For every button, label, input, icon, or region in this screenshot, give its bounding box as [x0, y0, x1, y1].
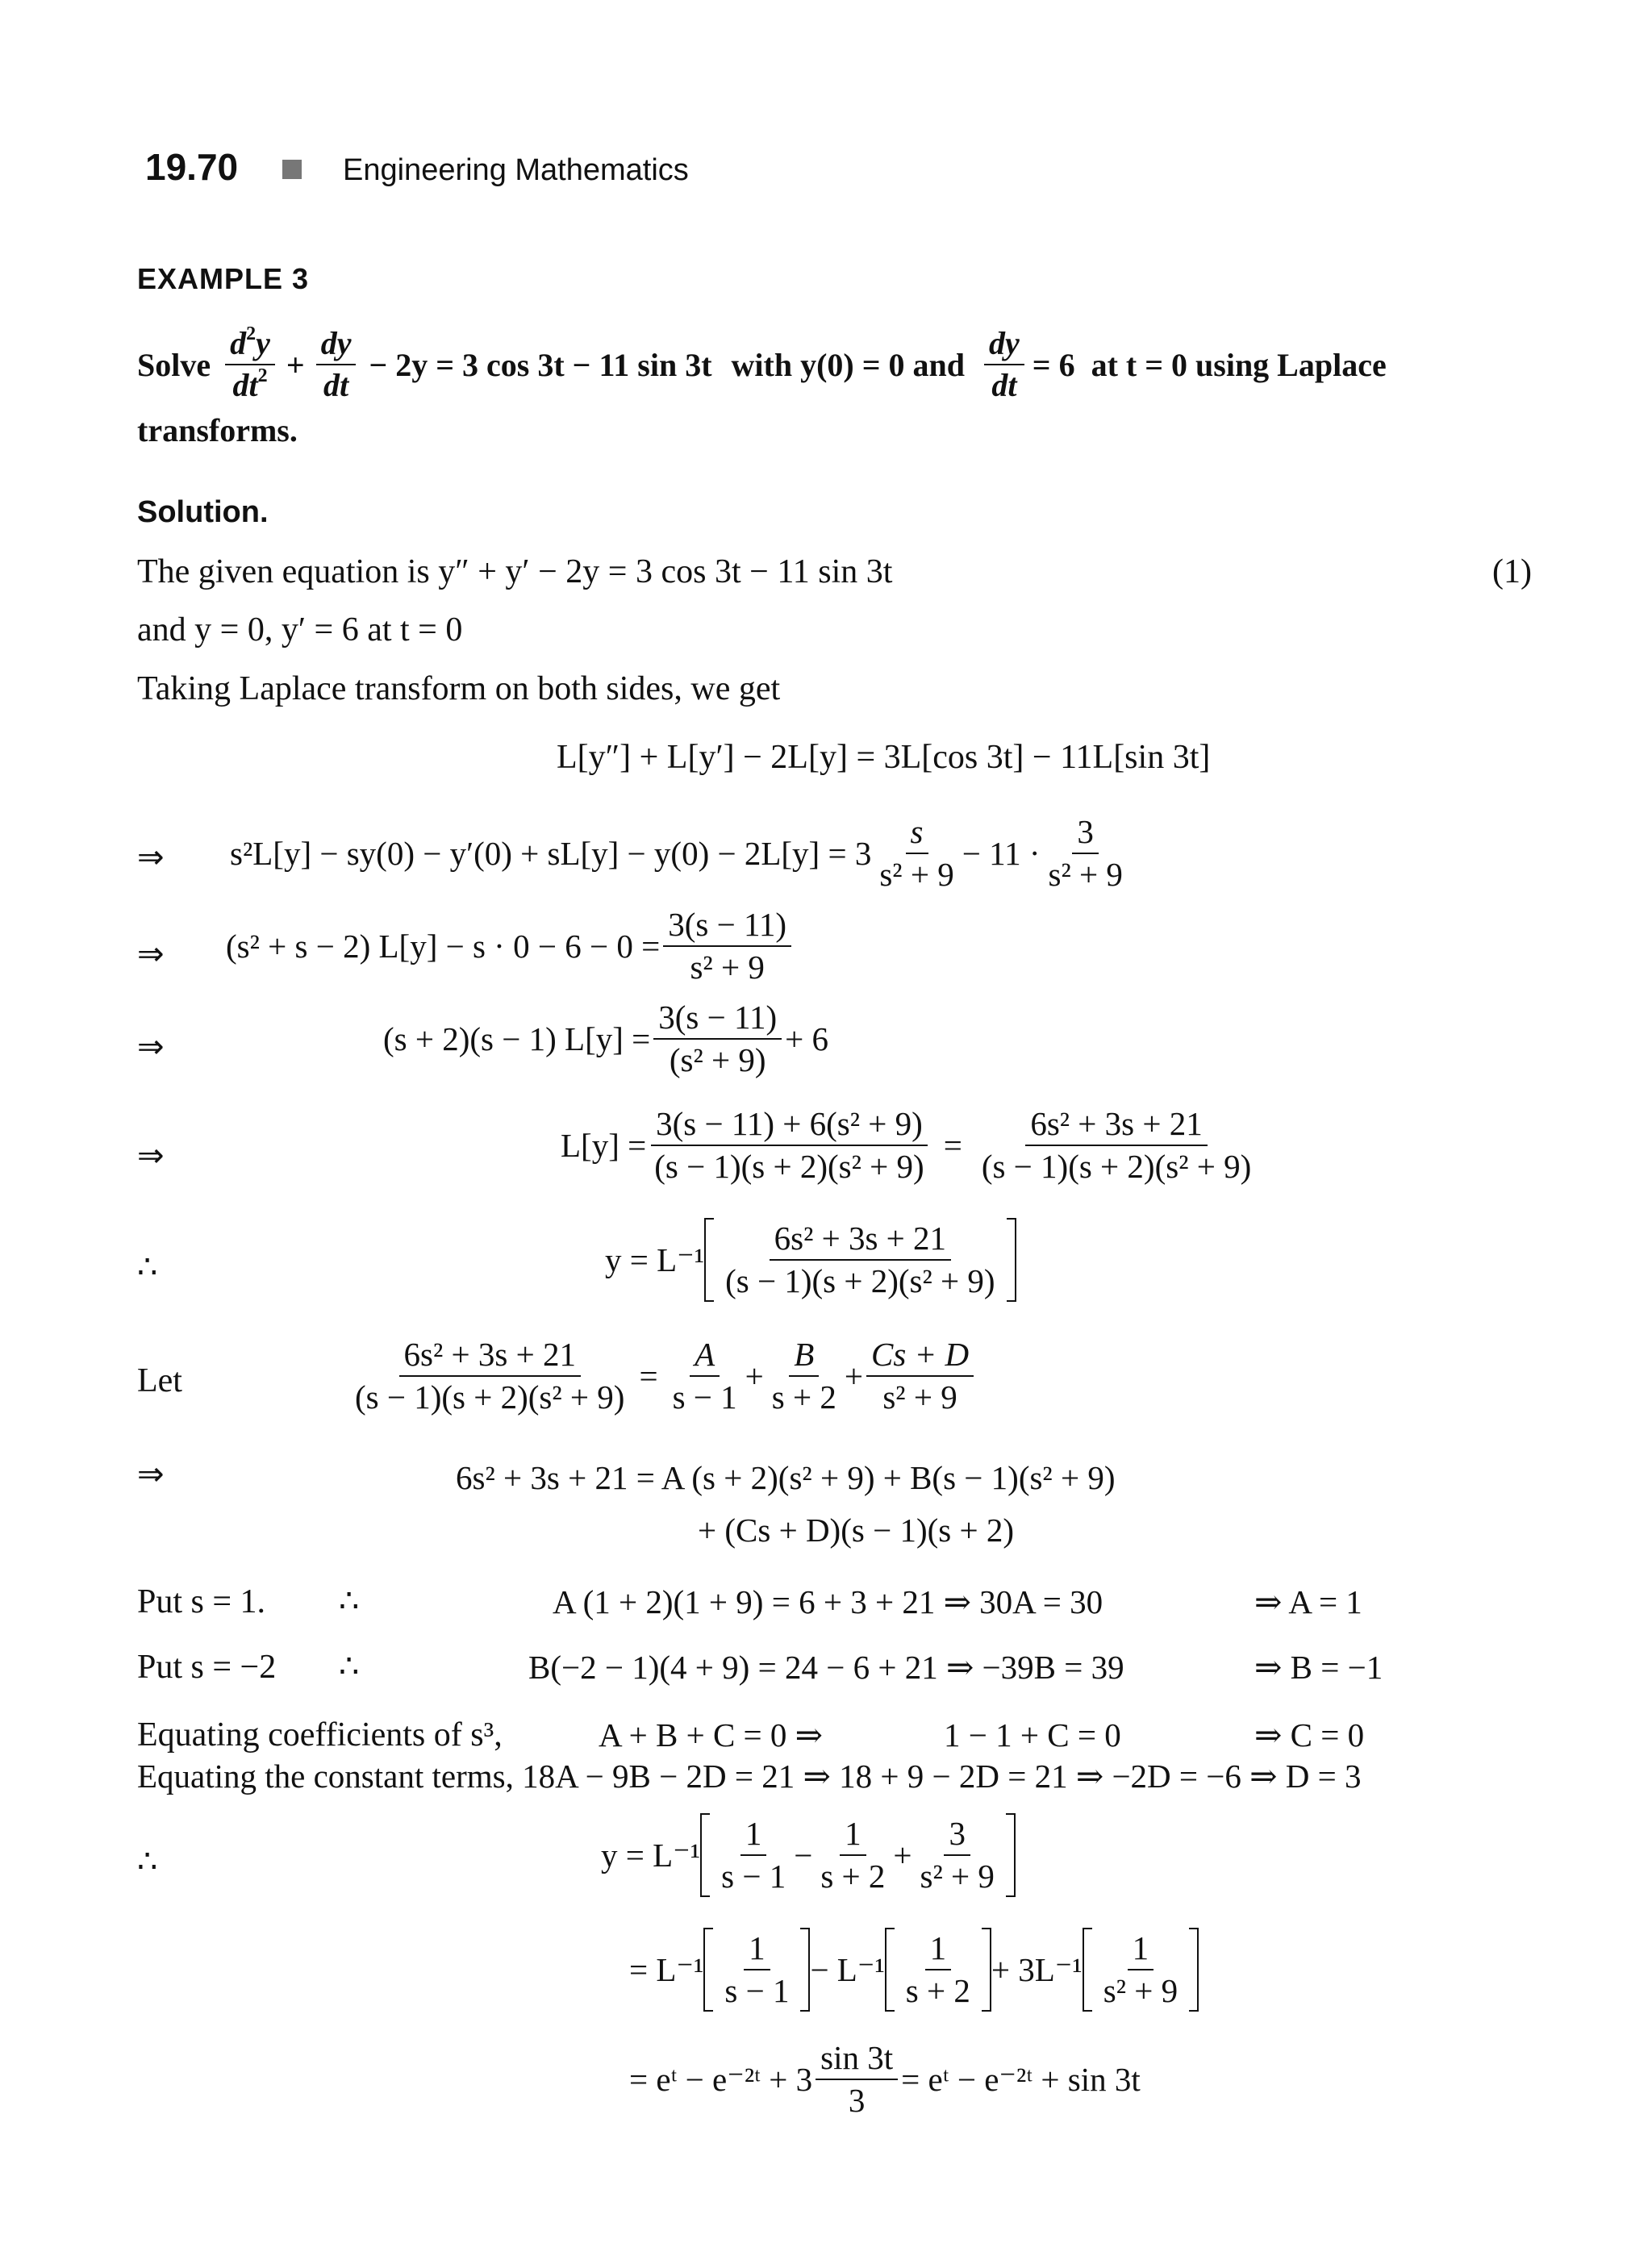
let-label: Let: [137, 1362, 182, 1399]
step-3: [383, 1000, 828, 1078]
step-5: [605, 1218, 1016, 1302]
coefficients-equation-2: 1 − 1 + C = 0: [944, 1716, 1121, 1754]
solve-word: Solve: [137, 346, 211, 383]
problem-at-text: at t = 0 using Laplace: [1091, 346, 1387, 383]
implies-symbol: ⇒: [137, 936, 165, 973]
step2-frac: $\frac{3(s - 11)}{\text{s² + 9}}$: [663, 907, 791, 985]
step5-frac: $\frac{\text{6s² + 3s + 21}}{\text{(s − 1)(s + 2)(s² + 9)}}$: [725, 1220, 995, 1300]
final2-bracket-1: $\frac{1}{s - 1}$: [703, 1928, 810, 2012]
step1-frac-2: $\frac{3}{\text{s² + 9}}$: [1048, 813, 1123, 894]
expansion-line-2: + (Cs + D)(s − 1)(s + 2): [698, 1512, 1014, 1549]
let-frac-B: $\frac{B}{s + 2}$: [771, 1336, 836, 1416]
final1-brackets: $\frac{1}{s - 1}$ − $\frac{1}{s + 2}$ + $\frac{3}{\text{s² + 9}}$: [700, 1813, 1016, 1897]
therefore-symbol: ∴: [137, 1249, 158, 1286]
step3-tail: + 6: [785, 1020, 828, 1058]
solution-line-2: and y = 0, y′ = 6 at t = 0: [137, 611, 463, 648]
step4-lhs: L[y] =: [561, 1127, 647, 1165]
coefficients-label: Equating coefficients of s³,: [137, 1716, 503, 1754]
header-square-icon: [282, 160, 302, 179]
final-step-3: = eᵗ − e⁻²ᵗ + 3 $\frac{\sin 3t}{3}$ = eᵗ − e⁻²ᵗ + sin 3t: [629, 2039, 1141, 2120]
dt-den: dt: [323, 367, 349, 403]
problem-eq6: = 6: [1032, 346, 1075, 383]
step3-lhs: (s + 2)(s − 1) L[y] =: [383, 1020, 651, 1058]
dy-dt-fraction-2: $\frac{dy}{dt}$: [984, 327, 1024, 402]
step5-lhs: y = L⁻¹: [605, 1241, 705, 1279]
final-step-1: y = L⁻¹ $\frac{1}{s - 1}$ − $\frac{1}{s + 2}$ + $\frac{3}{\text{s² + 9}}$: [601, 1813, 1016, 1897]
step5-brackets: [704, 1218, 1016, 1302]
page-number: 19.70: [145, 146, 239, 188]
step2-lhs: (s² + s − 2) L[y] − s · 0 − 6 − 0 =: [226, 928, 661, 965]
put-s1-label: Put s = 1.: [137, 1583, 266, 1620]
implies-symbol: ⇒: [137, 1137, 165, 1174]
step4-frac-2: $\frac{\text{6s² + 3s + 21}}{\text{(s − 1)(s + 2)(s² + 9)}}$: [981, 1105, 1252, 1186]
final-step-2: = L⁻¹ $\frac{1}{s - 1}$ − L⁻¹ $\frac{1}{s + 2}$ + 3L⁻¹ $\frac{1}{\text{s² + 9}}$: [629, 1928, 1199, 2012]
step1-mid: − 11 ·: [962, 835, 1041, 873]
coefficients-result: ⇒ C = 0: [1254, 1716, 1365, 1754]
step1-frac-1: $\frac{s}{\text{s² + 9}}$: [879, 813, 954, 894]
d2y-num: d: [230, 325, 247, 361]
partial-fractions: $\frac{\text{6s² + 3s + 21}}{\text{(s − 1)(s + 2)(s² + 9)}}$ = $\frac{A}{s - 1}$ + $\frac{B}{s + 2}$ + $\frac{Cs + D}{\text{s² + 9}}$: [347, 1337, 977, 1415]
put-s1-equation: A (1 + 2)(1 + 9) = 6 + 3 + 21 ⇒ 30A = 30: [553, 1583, 1103, 1620]
solution-line-1: The given equation is y″ + y′ − 2y = 3 cos 3t − 11 sin 3t: [137, 553, 893, 590]
dy-dt-fraction: [316, 327, 357, 402]
final2-bracket-3: $\frac{1}{\text{s² + 9}}$: [1083, 1928, 1199, 2012]
final3-frac: $\frac{\sin 3t}{3}$: [816, 2041, 898, 2118]
step1-lhs: s²L[y] − sy(0) − y′(0) + sL[y] − y(0) − 2L[y] = 3: [230, 835, 872, 873]
problem-transforms: transforms.: [137, 412, 298, 448]
step-4: L[y] = $\frac{\text{3(s − 11) + 6(s² + 9)}}{\text{(s − 1)(s + 2)(s² + 9)}}$ = $\frac{\text{6s² + 3s + 21}}{\text{(s − 1)(s + 2)(s² + 9)}}$: [561, 1107, 1259, 1184]
equation-number: (1): [1492, 553, 1532, 590]
therefore-symbol: ∴: [339, 1648, 360, 1685]
constant-terms-line: Equating the constant terms, 18A − 9B − 2D = 21 ⇒ 18 + 9 − 2D = 21 ⇒ −2D = −6 ⇒ D = 3: [137, 1758, 1362, 1795]
therefore-symbol: ∴: [137, 1843, 158, 1880]
transform-equation: L[y″] + L[y′] − 2L[y] = 3L[cos 3t] − 11L[sin 3t]: [557, 739, 1211, 776]
put-s2-equation: B(−2 − 1)(4 + 9) = 24 − 6 + 21 ⇒ −39B = 39: [528, 1649, 1124, 1686]
put-s1-result: ⇒ A = 1: [1254, 1583, 1362, 1620]
problem-conditions: with y(0) = 0 and: [731, 346, 966, 383]
solution-label: Solution.: [137, 495, 269, 529]
book-title: Engineering Mathematics: [343, 153, 689, 187]
coefficients-equation: A + B + C = 0 ⇒: [599, 1716, 824, 1754]
step4-frac-1: $\frac{\text{3(s − 11) + 6(s² + 9)}}{\text{(s − 1)(s + 2)(s² + 9)}}$: [649, 1107, 928, 1184]
step3-frac: $\frac{3(s - 11)}{\text{(s² + 9)}}$: [653, 1000, 782, 1078]
let-frac-main: $\frac{\text{6s² + 3s + 21}}{\text{(s − 1)(s + 2)(s² + 9)}}$: [355, 1336, 625, 1416]
d2y-dt2-fraction: $\frac{d^2y}{dt^2}$: [225, 327, 275, 402]
step-1: [230, 815, 1131, 892]
put-s2-label: Put s = −2: [137, 1649, 277, 1686]
expansion-line-1: 6s² + 3s + 21 = A (s + 2)(s² + 9) + B(s − 1)(s² + 9): [456, 1459, 1116, 1496]
example-label: EXAMPLE 3: [137, 262, 310, 295]
problem-rhs: − 2y = 3 cos 3t − 11 sin 3t: [369, 346, 712, 383]
therefore-symbol: ∴: [339, 1583, 360, 1620]
dy-num: dy: [320, 325, 352, 361]
implies-symbol: ⇒: [137, 1028, 165, 1065]
dt2-den: dt: [232, 367, 258, 403]
let-frac-C: $\frac{Cs + D}{\text{s² + 9}}$: [866, 1337, 974, 1415]
implies-symbol: ⇒: [137, 839, 165, 876]
implies-symbol: ⇒: [137, 1456, 165, 1493]
problem-statement: Solve $\frac{d^2y}{dt^2}$ + $\frac{dy}{dt}$ − 2y = 3 cos 3t − 11 sin 3t with y(0) = 0 and $\frac{dy}{dt}$ = 6 at t = 0 using Laplace: [137, 323, 1387, 403]
step-2: [226, 907, 795, 985]
final2-bracket-2: $\frac{1}{s + 2}$: [885, 1928, 991, 2012]
let-frac-A: $\frac{A}{s - 1}$: [672, 1336, 737, 1416]
put-s2-result: ⇒ B = −1: [1254, 1649, 1383, 1686]
solution-line-3: Taking Laplace transform on both sides, we get: [137, 670, 781, 707]
